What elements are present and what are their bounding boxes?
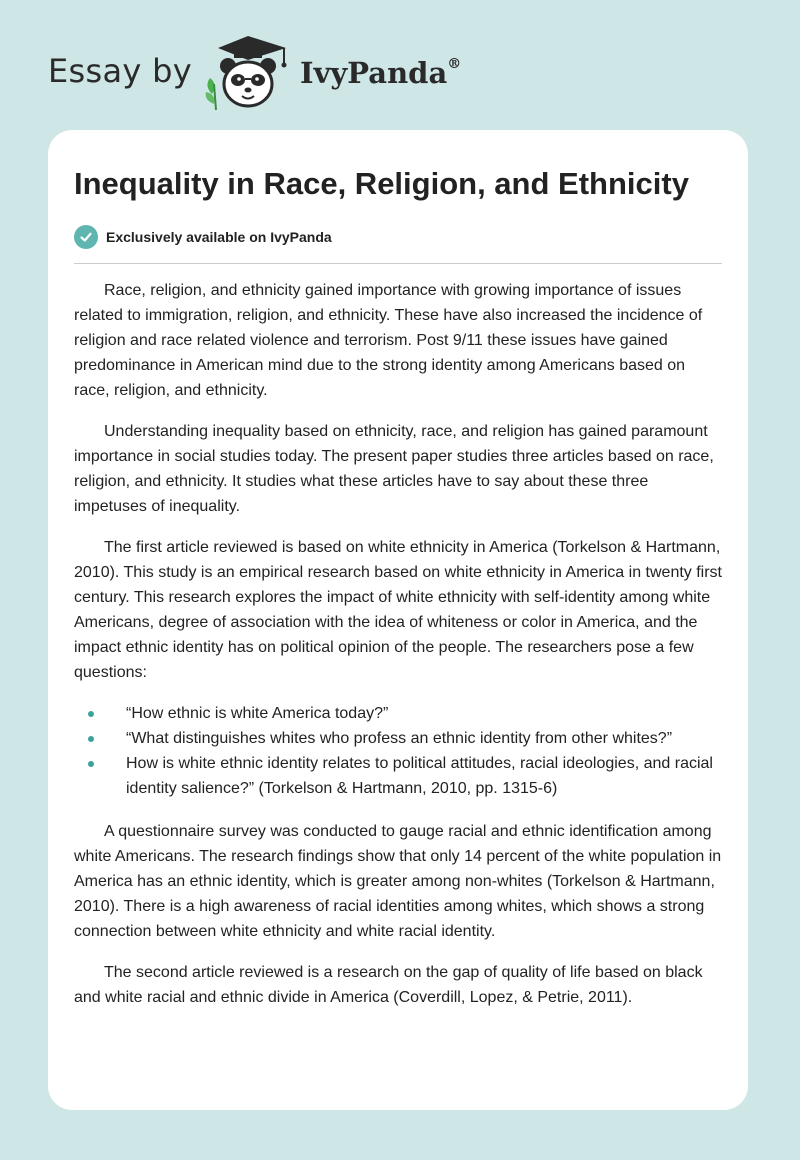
bullet-dot-icon <box>88 761 94 767</box>
brand-text: IvyPanda <box>300 56 448 90</box>
essay-card <box>48 130 748 1110</box>
divider <box>74 263 722 264</box>
paragraph: Understanding inequality based on ethnicity, race, and religion has gained paramount importance in social studies today. The present paper studies three articles based on race, religion, and ethnicity. It studies what these articles have to say about these three impetuses of inequality. <box>74 423 714 515</box>
essay-by-label: Essay by <box>48 52 192 90</box>
exclusive-badge <box>74 224 722 250</box>
list-item <box>74 726 722 751</box>
paragraph: Race, religion, and ethnicity gained importance with growing importance of issues related to immigration, religion, and ethnicity. These have also increased the incidence of religion and race related violence and terrorism. Post 9/11 these issues have gained predominance in American mind due to the strong identity among Americans based on race, religion, and ethnicity. <box>74 282 703 399</box>
list-item <box>74 751 722 801</box>
paragraph: The second article reviewed is a research on the gap of quality of life based on black and white racial and ethnic divide in America (Coverdill, Lopez, & Petrie, 2011). <box>74 964 703 1006</box>
registered-mark: ® <box>447 56 462 73</box>
bullet-dot-icon <box>88 711 94 717</box>
list-item <box>74 701 722 726</box>
site-header <box>48 34 748 114</box>
question-list <box>74 701 722 801</box>
bullet-dot-icon <box>88 736 94 742</box>
check-circle-icon <box>74 225 98 249</box>
list-item-text: “What distinguishes whites who profess an ethnic identity from other whites?” <box>126 730 673 747</box>
paragraph: The first article reviewed is based on white ethnicity in America (Torkelson & Hartmann, 2010). This study is an empirical research based on white ethnicity in America in twenty first century. This research explores the impact of white ethnicity with self-identity among white Americans, degree of association with the idea of whiteness or color in America, and the impact ethnic identity has on political opinion of the people. The researchers pose a few questions: <box>74 539 722 681</box>
brand-name[interactable] <box>300 56 461 90</box>
paragraph: A questionnaire survey was conducted to gauge racial and ethnic identification among white Americans. The research findings show that only 14 percent of the white population in America has an ethnic identity, which is greater among non-whites (Torkelson & Hartmann, 2010). There is a high awareness of racial identities among whites, which shows a strong connection between white ethnicity and white racial identity. <box>74 823 722 940</box>
badge-label: Exclusively available on IvyPanda <box>106 229 332 245</box>
list-item-text: How is white ethnic identity relates to political attitudes, racial ideologies, and racial identity salience?” (Torkelson & Hartmann, 2010, pp. 1315-6) <box>126 755 713 797</box>
panda-graduate-icon[interactable] <box>200 34 296 110</box>
page-title: Inequality in Race, Religion, and Ethnicity <box>74 166 689 201</box>
list-item-text: “How ethnic is white America today?” <box>126 705 389 722</box>
